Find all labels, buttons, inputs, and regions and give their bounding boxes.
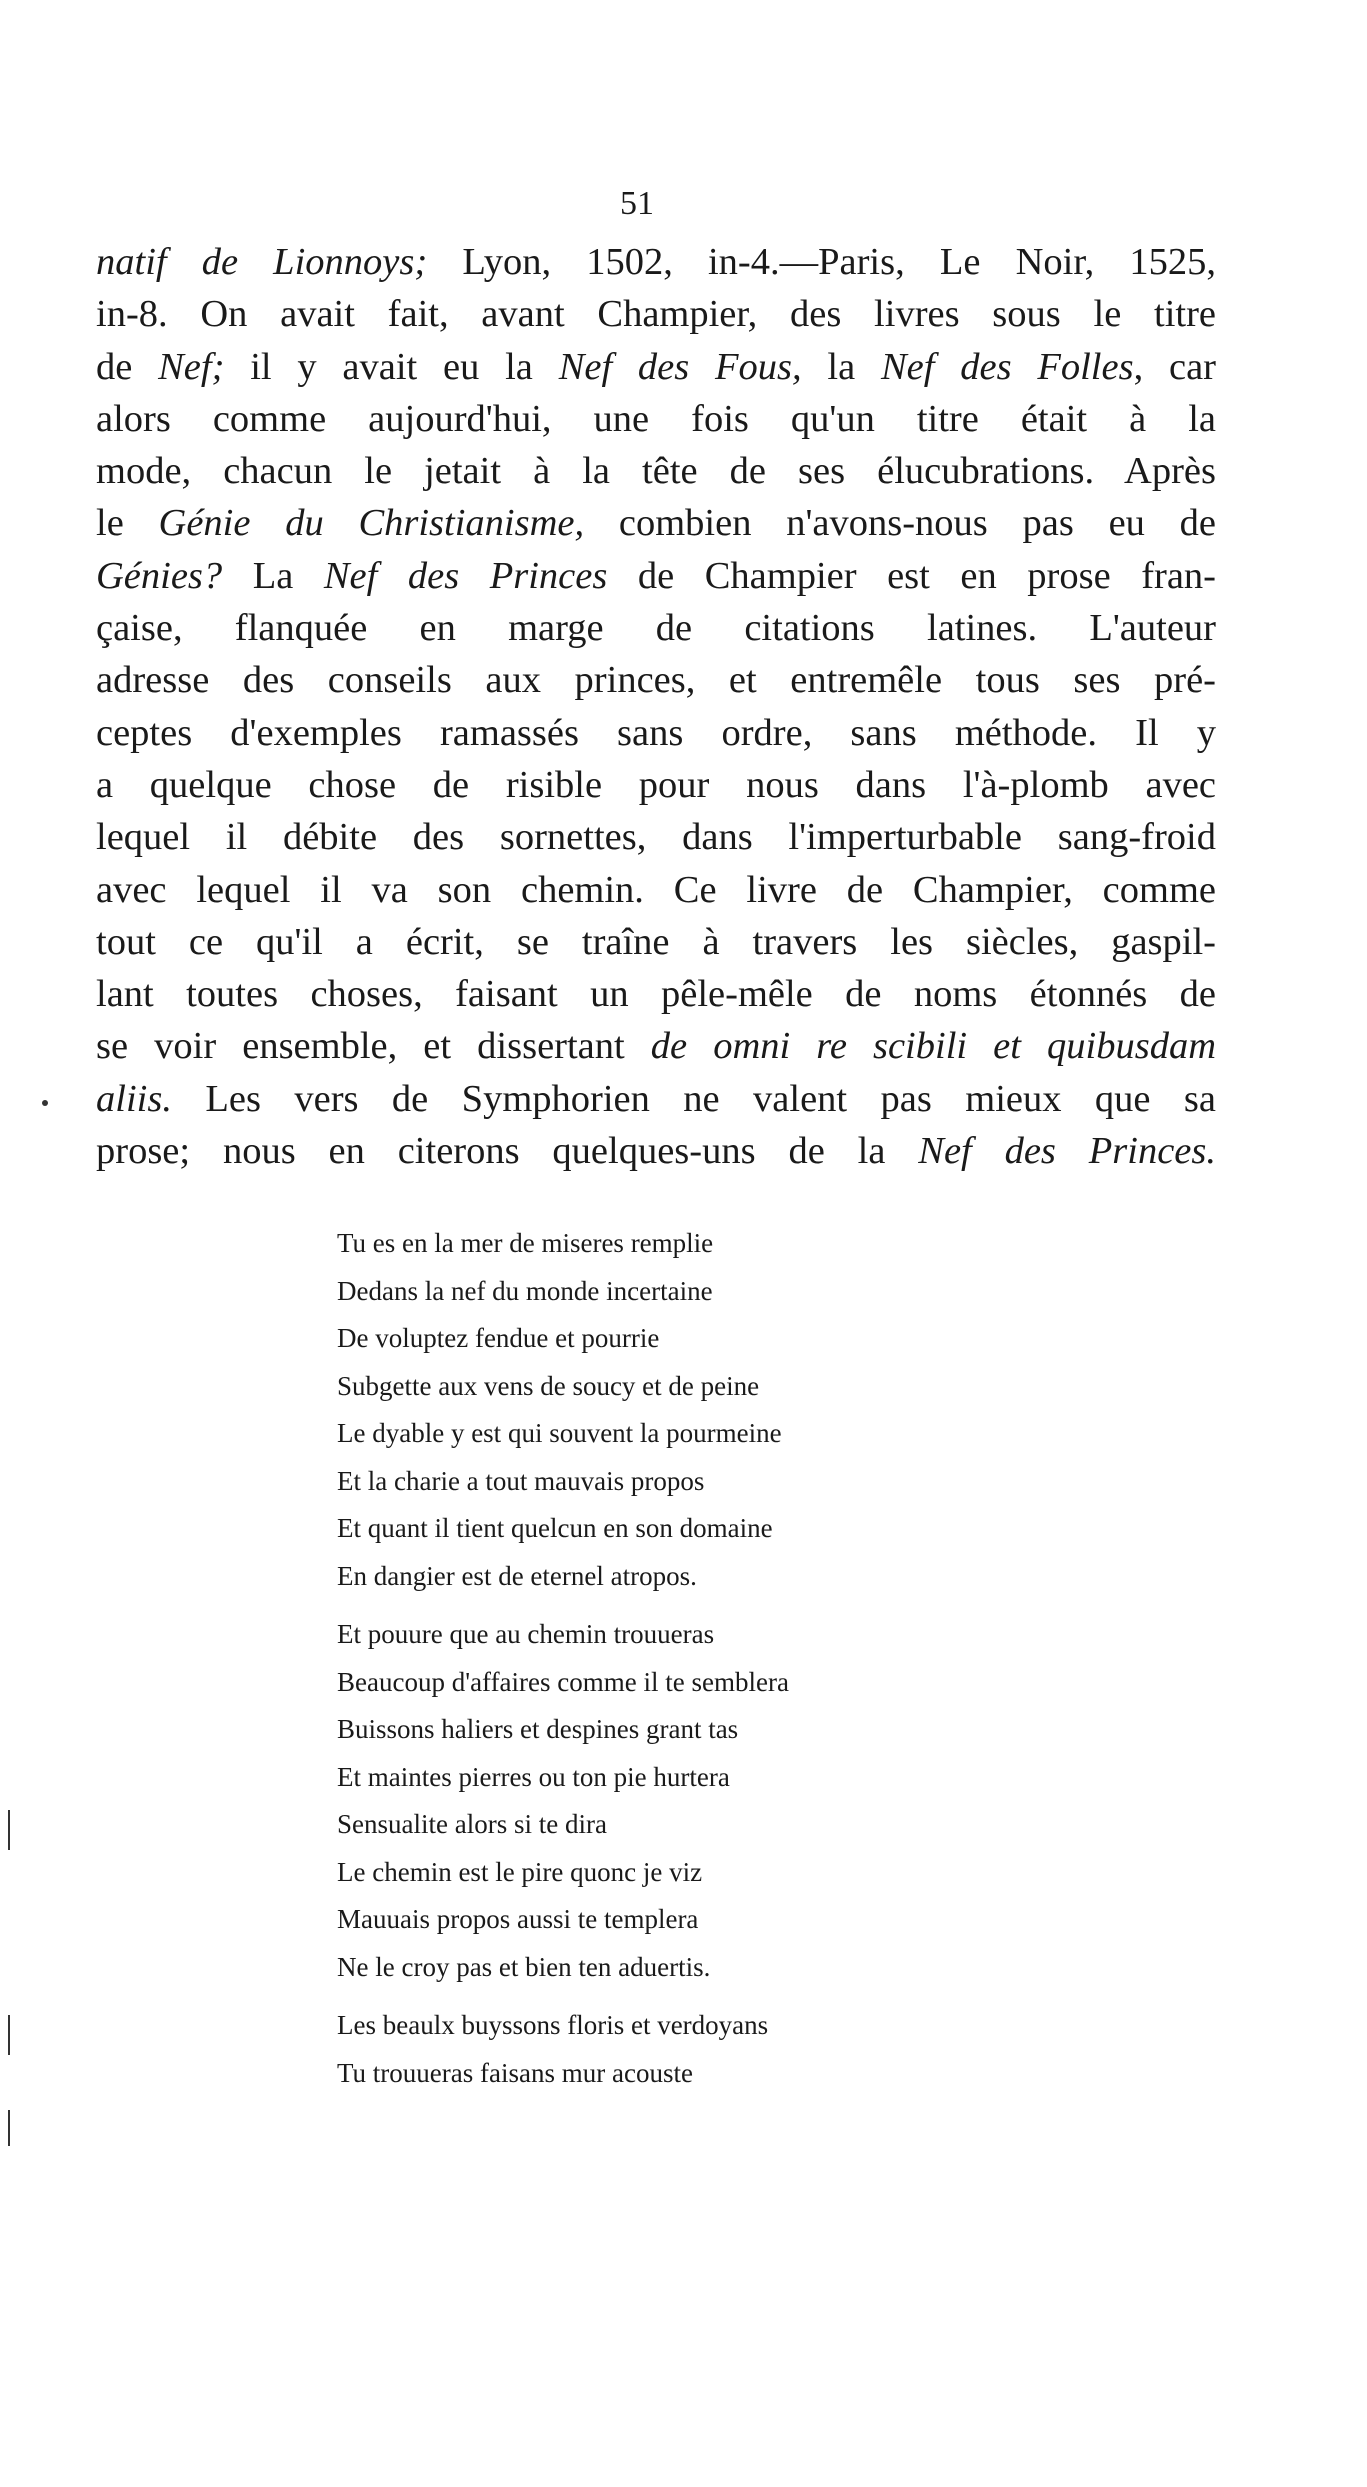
verse-line: En dangier est de eternel atropos. <box>337 1560 697 1591</box>
verse-line: Les beaulx buyssons floris et verdoyans <box>337 2010 769 2040</box>
verse-line: Tu trouueras faisans mur acouste <box>337 2057 693 2088</box>
margin-rule <box>8 2110 10 2146</box>
verse-line: Le chemin est le pire quonc je viz <box>337 1856 703 1887</box>
verse-line: Et la charie a tout mauvais propos <box>337 1465 705 1496</box>
prose-line: natif de Lionnoys; Lyon, 1502, in-4.—Paris, Le Noir, 1525, <box>96 241 1216 283</box>
margin-rule <box>8 1810 10 1850</box>
prose-line: de Nef; il y avait eu la Nef des Fous, la Nef des Folles, car <box>96 345 1216 388</box>
verse-line: Dedans la nef du monde incertaine <box>337 1275 713 1306</box>
prose-line: lequel il débite des sornettes, dans l'imperturbable sang-froid <box>96 816 1216 859</box>
prose-line: prose; nous en citerons quelques-uns de la Nef des Princes. <box>96 1130 1216 1173</box>
verse-line: Mauuais propos aussi te templera <box>337 1904 699 1934</box>
prose-line: tout ce qu'il a écrit, se traîne à travers les siècles, gaspil- <box>96 920 1216 963</box>
verse-stanza <box>337 1220 782 1600</box>
margin-dot <box>42 1100 48 1106</box>
verse-line: Subgette aux vens de soucy et de peine <box>337 1370 760 1401</box>
verse-line: Le dyable y est qui souvent la pourmeine <box>337 1418 782 1448</box>
prose-line: se voir ensemble, et dissertant de omni re scibili et quibusdam <box>96 1025 1216 1068</box>
verse-line: Ne le croy pas et bien ten aduertis. <box>337 1951 711 1982</box>
verse-line: Tu es en la mer de miseres remplie <box>337 1228 714 1258</box>
prose-line: Génies? La Nef des Princes de Champier est en prose fran- <box>96 554 1216 597</box>
margin-rule <box>8 2015 10 2055</box>
prose-line: çaise, flanquée en marge de citations latines. L'auteur <box>96 607 1216 650</box>
page-number: 51 <box>620 185 654 222</box>
verse-line: De voluptez fendue et pourrie <box>337 1323 660 1353</box>
prose-paragraph <box>96 236 1216 1177</box>
verse-line: Beaucoup d'affaires comme il te semblera <box>337 1666 789 1697</box>
prose-line: alors comme aujourd'hui, une fois qu'un titre était à la <box>96 397 1216 440</box>
verse-stanza <box>337 2002 768 2097</box>
prose-line: in-8. On avait fait, avant Champier, des livres sous le titre <box>96 293 1216 336</box>
verse-line: Et maintes pierres ou ton pie hurtera <box>337 1761 730 1792</box>
verse-line: Et pouure que au chemin trouueras <box>337 1619 715 1649</box>
prose-line: adresse des conseils aux princes, et entremêle tous ses pré- <box>96 659 1216 702</box>
prose-line: aliis. Les vers de Symphorien ne valent pas mieux que sa <box>96 1077 1216 1120</box>
prose-line: a quelque chose de risible pour nous dans l'à-plomb avec <box>96 763 1216 806</box>
prose-line: lant toutes choses, faisant un pêle-mêle de noms étonnés de <box>96 973 1216 1016</box>
verse-line: Buissons haliers et despines grant tas <box>337 1714 739 1744</box>
prose-line: le Génie du Christianisme, combien n'avons-nous pas eu de <box>96 502 1216 545</box>
prose-line: ceptes d'exemples ramassés sans ordre, sans méthode. Il y <box>96 711 1216 754</box>
verse-line: Et quant il tient quelcun en son domaine <box>337 1513 773 1543</box>
prose-line: avec lequel il va son chemin. Ce livre de Champier, comme <box>96 868 1216 911</box>
verse-stanza <box>337 1611 789 1991</box>
prose-line: mode, chacun le jetait à la tête de ses élucubrations. Après <box>96 450 1216 493</box>
verse-line: Sensualite alors si te dira <box>337 1809 607 1839</box>
